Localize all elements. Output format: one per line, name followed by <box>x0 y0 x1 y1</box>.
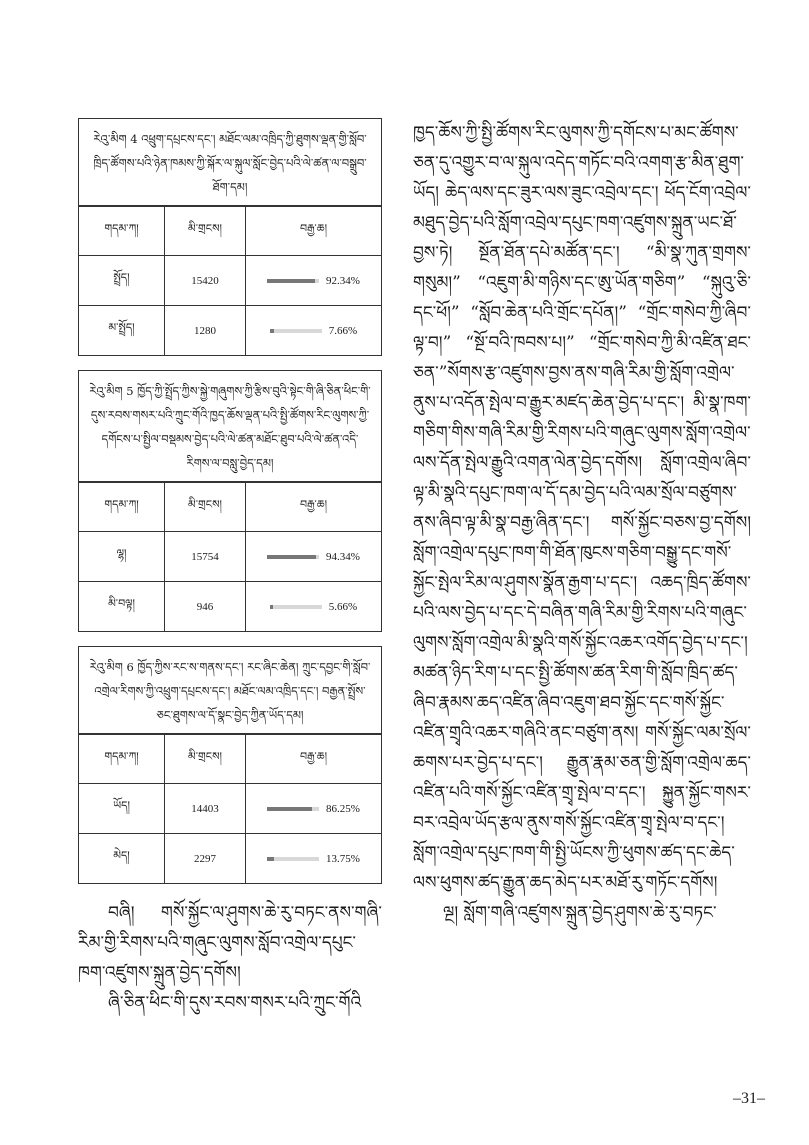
row-count: 15420 <box>165 256 246 305</box>
header-percent: བརྒྱ་ཆ། <box>299 497 328 511</box>
percent-bar-fill <box>267 807 312 811</box>
row-count: 15754 <box>165 532 246 581</box>
row-percent: 94.34% <box>326 550 360 563</box>
table-header-row <box>79 482 381 531</box>
header-option: གདམ་ཀ། <box>79 207 165 255</box>
row-percent-cell <box>246 306 381 355</box>
table-row <box>79 305 381 355</box>
table-row <box>79 255 381 305</box>
percent-bar <box>267 555 319 559</box>
right-paragraph: ལྔ། སློག་གཞི་འཛུགས་སྐྲུན་བྱེད་ཤུགས་ཆེ་རུ་བཏང་ <box>443 903 717 923</box>
row-percent: 5.66% <box>328 600 358 613</box>
percent-bar <box>267 279 319 283</box>
page-number: –31– <box>733 1090 765 1107</box>
survey-table-4 <box>78 118 382 356</box>
table-row <box>79 581 381 631</box>
row-label: མི་བལྟ། <box>79 582 165 631</box>
table-row <box>79 531 381 581</box>
percent-bar-fill <box>267 857 274 861</box>
header-percent: བརྒྱ་ཆ། <box>299 749 328 763</box>
header-count: མི་གྲངས། <box>165 483 246 531</box>
header-percent: བརྒྱ་ཆ། <box>299 221 328 235</box>
row-percent-cell <box>246 532 381 581</box>
table-header-row <box>79 734 381 783</box>
left-column <box>78 118 382 1018</box>
row-label: མེད། <box>79 834 165 883</box>
header-option: གདམ་ཀ། <box>79 735 165 783</box>
table-header-row <box>79 206 381 255</box>
row-percent: 13.75% <box>326 852 360 865</box>
header-count: མི་གྲངས། <box>165 207 246 255</box>
right-paragraph: ཁྱད་ཆོས་ཀྱི་སྤྱི་ཚོགས་རིང་ལུགས་ཀྱི་དགོངས་པ་མང་ཚོགས་ཅན་དུ་འགྱུར་བ་ལ་སྐུལ་འདེད་གཏོང་བའི་འགག་རྩ་མིན་ཐུག་ཡོད། ཆེད་ལས་དང་ཟུར་ལས་ཟུང་འབྲེལ་དང་། ཕོད་ངོག་འབྲེལ་མཐུད་བྱེད་པའི་སློག་འབྲེལ་དཔུང་ཁག་འཛུགས་སྐྲུན་ཡང་ཐོ་བྱས་ཏེ། སྔོན་ཐོན་དཔེ་མཚོན་དང་། “མི་སྣ་ཀུན་གྲགས་གསུམ།” “འཇུག་མི་གཉིས་དང་ཨུ་ཡོན་གཅིག” “སྐུའུ་ཅི་དང་ཕོ།” “སློབ་ཆེན་པའི་གྲོང་དཔོན།” “གྲོང་གསེབ་ཀྱི་ཞིབ་ལྟ་བ།” “སྔོ་བའི་ཁབས་པ།” “གྲོང་གསེབ་ཀྱི་མི་འཛིན་ཐང་ཅན་”སོགས་རྩ་འཛུགས་བྱས་ནས་གཞི་རིམ་གྱི་སློག་འགྲེལ་ནུས་པ་འདོན་སྤེལ་བ་རྒྱུར་མཛད་ཆེན་བྱེད་པ་དང་། མི་སྣ་ཁག་གཅིག་གིས་གཞི་རིམ་གྱི་རིགས་པའི་གཞུང་ལུགས་སློག་འགྲེལ་ལས་དོན་སྤེལ་རྒྱུའི་འགན་ལེན་བྱེད་དགོས། སློག་འགྲེལ་ཞིབ་ལྟ་མི་སྣའི་དཔུང་ཁག་ལ་དོ་དམ་བྱེད་པའི་ལམ་སྲོལ་བཙུགས་ནས་ཞིབ་ལྟ་མི་སྣ་བརྒྱ་ཞིན་དང་། གསོ་སྐྱོང་བཅས་བྱ་དགོས། སློག་འགྲེལ་དཔུང་ཁག་གི་ཐོན་ཁུངས་གཅིག་བསྒྱུ་དང་གསོ་སྐྱོང་སྤེལ་རིམ་ལ་ཤུགས་སྣོན་རྒྱག་པ་དང་། འཆད་ཁྲིད་ཚོགས་པའི་ལས་བྱེད་པ་དང་དེ་བཞིན་གཞི་རིམ་གྱི་རིགས་པའི་གཞུང་ལུགས་སློག་འགྲེལ་མི་སྣའི་གསོ་སྐྱོང་འཆར་འགོད་བྱེད་པ་དང་། མཚན་ཉིད་རིག་པ་དང་སྤྱི་ཚོགས་ཚན་རིག་གི་སློབ་ཁྲིད་ཚད་ཞིབ་རྣམས་ཆད་འཛིན་ཞིབ་འཇུག་ཐབ་སྐྱོང་དང་གསོ་སྐྱོང་འཛིན་གྲྭའི་འཆར་གཞིའི་ནང་བཙུག་ནས། གསོ་སྐྱོང་ལམ་སྲོལ་ཆགས་པར་བྱེད་པ་དང་། རྒྱུན་རྣམ་ཅན་གྱི་སློག་འགྲེལ་ཆད་འཛིན་པའི་གསོ་སྐྱོང་འཛིན་གྲྭ་སྤེལ་བ་དང་། སྐྱུན་སྐྱོང་གསར་བར་འབྲེལ་ཡོད་རྩལ་ནུས་གསོ་སྐྱོང་འཛིན་གྲྭ་སྤེལ་བ་དང་། སློག་འགྲེལ་དཔུང་ཁག་གི་སྤྱི་ཡོངས་ཀྱི་ཕུགས་ཚད་དང་ཆེད་ལས་ཕུགས་ཚད་རྒྱུན་ཆད་མེད་པར་མཐོ་རུ་གཏོང་དགོས། <box>413 123 751 893</box>
percent-bar-fill <box>267 555 316 559</box>
row-percent-cell <box>246 784 381 833</box>
percent-bar-fill <box>267 279 315 283</box>
percent-bar <box>267 807 319 811</box>
percent-bar-fill <box>270 329 274 333</box>
row-count: 1280 <box>165 306 246 355</box>
right-column <box>413 118 751 928</box>
percent-bar <box>270 329 322 333</box>
table-row <box>79 783 381 833</box>
row-count: 14403 <box>165 784 246 833</box>
row-label: ལྷ། <box>79 532 165 581</box>
table-caption: རེའུ་མིག 4 འཕྲུག་དཔྲངས་དང་། མཐོང་ལམ་འཁྲིད་ཀྱི་ཐུགས་ལྡན་གྱི་སློབ་ཁྲིད་ཚོགས་པའི་ཉེན་ཁམས་ཀྱི་སྐོར་ལ་སྐུལ་སློང་བྱེད་པའི་ལེ་ཚན་ལ་བསྒྲུབ་ཐོག་དམ། <box>79 119 381 206</box>
row-label: སྤྲོད། <box>79 256 165 305</box>
row-percent-cell <box>246 834 381 883</box>
row-label: ཡོད། <box>79 784 165 833</box>
survey-table-6 <box>78 646 382 884</box>
table-caption: རེའུ་མིག 6 ཁྱོད་ཀྱིས་རང་ས་གནས་དང་། རང་ཞིང་ཆེན། ཀྲུང་དབྱང་གི་སློབ་འགྲེལ་རིགས་ཀྱི་འཕྲུག་དཔྲངས་དང་། མཐོང་ལམ་འཁྲིད་དང་། བརྒྱན་སྤྲོས་ཅང་ཐུགས་ལ་དོ་སྣང་བྱེད་ཀྱིན་ཡོད་དམ། <box>79 647 381 734</box>
percent-bar-fill <box>270 605 273 609</box>
table-row <box>79 833 381 883</box>
percent-bar <box>270 605 322 609</box>
row-label: མ་སྤྲོད། <box>79 306 165 355</box>
header-option: གདམ་ཀ། <box>79 483 165 531</box>
header-count: མི་གྲངས། <box>165 735 246 783</box>
row-count: 946 <box>165 582 246 631</box>
table-caption: རེའུ་མིག 5 ཁྱོད་ཀྱི་སྤྲོད་ཀྱིས་སྐྱེ་གཞུགས་ཀྱི་རྩིས་བུའི་སྟེང་གི་ཞི་ཅིན་ཕིང་གི་དུས་རབས་གསར་པའི་ཀྲུང་གོའི་ཁྱད་ཆོས་ལྡན་པའི་སྤྱི་ཚོགས་རིང་ལུགས་ཀྱི་དགོངས་པ་སྤྱིལ་བསྡམས་བྱེད་པའི་ལེ་ཚན་མཐོང་ཐུབ་པའི་ལེ་ཚན་འདི་རིགས་ལ་བསླུ་བྱེད་དམ། <box>79 371 381 482</box>
row-count: 2297 <box>165 834 246 883</box>
row-percent: 86.25% <box>326 802 360 815</box>
survey-table-5 <box>78 370 382 632</box>
percent-bar <box>267 857 319 861</box>
row-percent: 92.34% <box>326 274 360 287</box>
row-percent-cell <box>246 256 381 305</box>
left-paragraph: བཞི། གསོ་སྐྱོང་ལ་ཤུགས་ཆེ་རུ་བཏང་ནས་གཞི་རིམ་གྱི་རིགས་པའི་གཞུང་ལུགས་སློབ་འགྲེལ་དཔུང་ཁག་འཛུགས་སྐྲུན་བྱེད་དགོས། <box>78 903 382 983</box>
row-percent-cell <box>246 582 381 631</box>
left-paragraph: ཞི་ཅིན་ཕིང་གི་དུས་རབས་གསར་པའི་ཀྲུང་གོའི <box>108 993 362 1013</box>
row-percent: 7.66% <box>328 324 358 337</box>
